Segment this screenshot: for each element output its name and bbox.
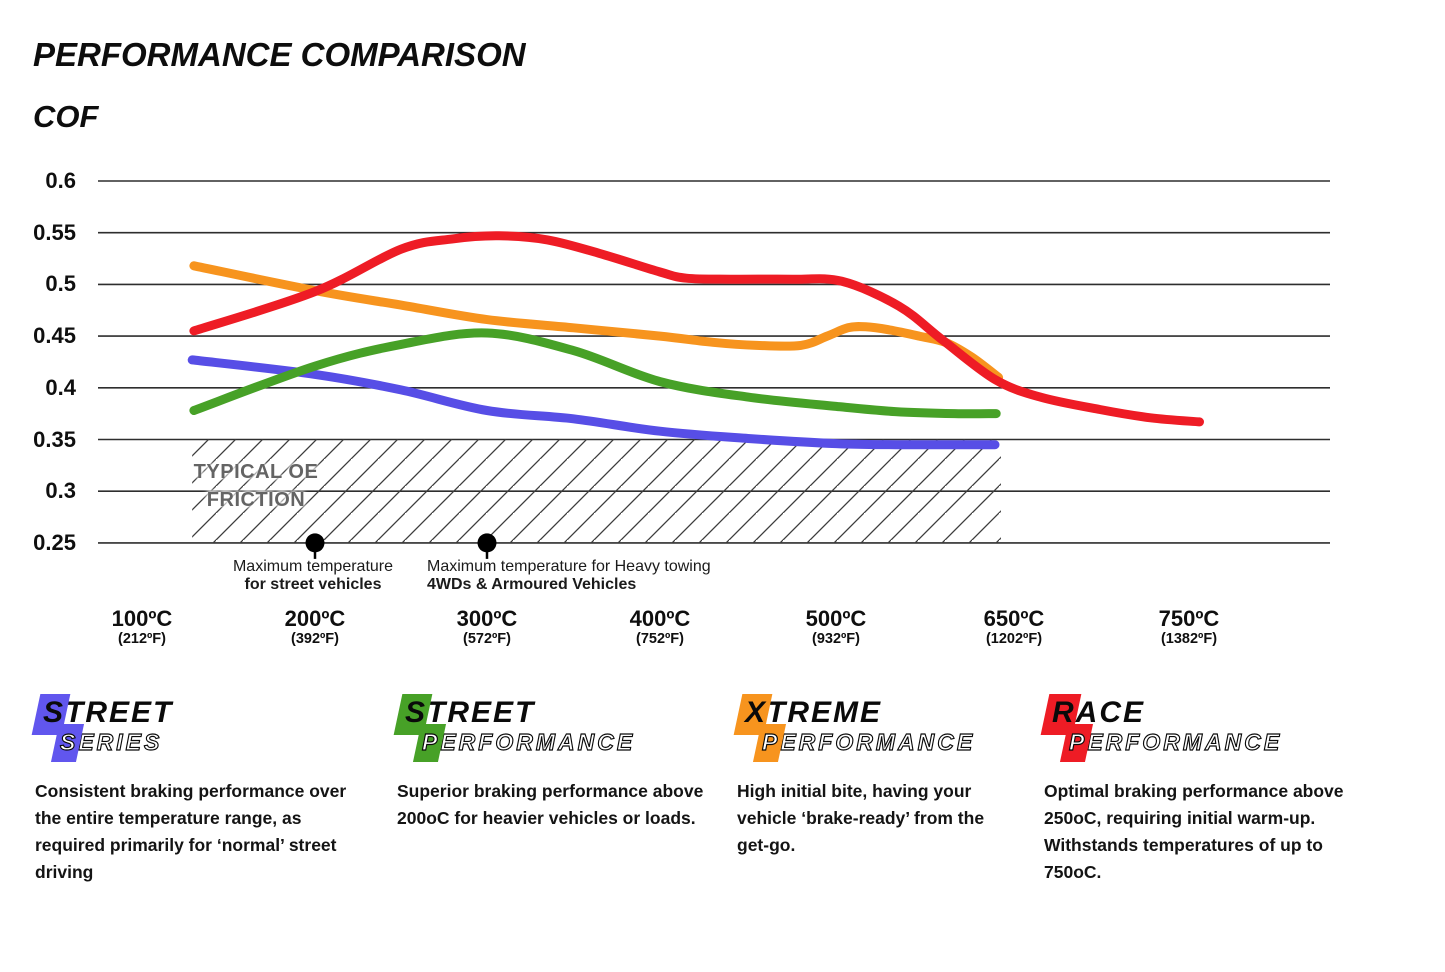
logo-word1: STREET [405, 696, 536, 729]
annotation-max-temp-towing [427, 558, 711, 595]
legend [0, 692, 1445, 886]
x-tick-celsius: 500ºC [805, 606, 867, 631]
logo-word1: STREET [43, 696, 174, 729]
logo-word2: SERIES [60, 729, 163, 755]
page-title: PERFORMANCE COMPARISON [33, 36, 526, 73]
x-tick-label [984, 606, 1045, 648]
x-tick-celsius: 200ºC [284, 606, 346, 631]
street-performance-description: Superior braking performance above 200oC for heavier vehicles or loads. [397, 781, 704, 828]
xtreme-performance-logo [745, 698, 1044, 762]
x-tick-label [457, 606, 518, 648]
x-tick-label [630, 606, 691, 648]
annotation-line2: 4WDs & Armoured Vehicles [427, 576, 637, 594]
annotation-line1: Maximum temperature [232, 558, 394, 575]
x-tick-celsius: 300ºC [456, 606, 518, 631]
y-tick-label: 0.45 [33, 323, 76, 349]
legend-street-performance [397, 692, 737, 886]
y-tick-label: 0.3 [45, 478, 76, 504]
race-performance-description: Optimal braking performance above 250oC, requiring initial warm-up. Withstands temperatures of up to 750oC. [1044, 781, 1344, 882]
xtreme-performance-description: High initial bite, having your vehicle ‘brake-ready’ from the get-go. [737, 781, 985, 855]
annotation-dot [306, 533, 325, 552]
x-tick-celsius: 100ºC [111, 606, 173, 631]
series-line-race-performance [194, 236, 1200, 422]
y-tick-label: 0.6 [45, 168, 76, 193]
typical-oe-friction-label [194, 458, 319, 514]
y-tick-label: 0.35 [33, 426, 76, 452]
annotation-line1: Maximum temperature for Heavy towing [427, 558, 711, 575]
x-tick-fahrenheit: (392ºF) [290, 631, 340, 648]
x-tick-fahrenheit: (1202ºF) [985, 631, 1043, 648]
y-tick-label: 0.5 [45, 271, 76, 297]
annotation-max-temp-street [233, 558, 393, 595]
x-tick-celsius: 400ºC [629, 606, 691, 631]
logo-word2: PERFORMANCE [762, 729, 976, 755]
y-axis-title: COF [33, 99, 99, 134]
legend-xtreme-performance [737, 692, 1044, 886]
street-performance-logo [405, 698, 737, 762]
logo-word2: PERFORMANCE [1069, 729, 1283, 755]
x-tick-fahrenheit: (752ºF) [635, 631, 685, 648]
street-series-description: Consistent braking performance over the entire temperature range, as required primarily for ‘normal’ street driving [35, 781, 347, 882]
logo-word1: XTREME [745, 696, 883, 729]
x-tick-label [806, 606, 867, 648]
x-tick-fahrenheit: (932ºF) [811, 631, 861, 648]
x-tick-celsius: 750ºC [1158, 606, 1220, 631]
y-tick-label: 0.55 [33, 219, 76, 245]
race-performance-logo [1052, 698, 1445, 762]
logo-word1: RACE [1052, 696, 1146, 729]
annotation-dot [478, 533, 497, 552]
logo-word2: PERFORMANCE [422, 729, 636, 755]
annotation-line2: for street vehicles [244, 576, 382, 594]
oe-label-line2: FRICTION [206, 489, 306, 511]
x-tick-label [1159, 606, 1220, 648]
x-tick-label [112, 606, 173, 648]
y-tick-label: 0.4 [45, 374, 76, 400]
x-tick-fahrenheit: (572ºF) [462, 631, 512, 648]
y-tick-label: 0.25 [33, 529, 76, 555]
street-series-logo [43, 698, 397, 762]
oe-label-line1: TYPICAL OE [193, 461, 319, 483]
x-tick-fahrenheit: (212ºF) [117, 631, 167, 648]
series-line-street-series [192, 360, 995, 445]
x-tick-celsius: 650ºC [983, 606, 1045, 631]
x-tick-fahrenheit: (1382ºF) [1160, 631, 1218, 648]
x-tick-label [285, 606, 346, 648]
legend-street-series [35, 692, 397, 886]
legend-race-performance [1044, 692, 1445, 886]
